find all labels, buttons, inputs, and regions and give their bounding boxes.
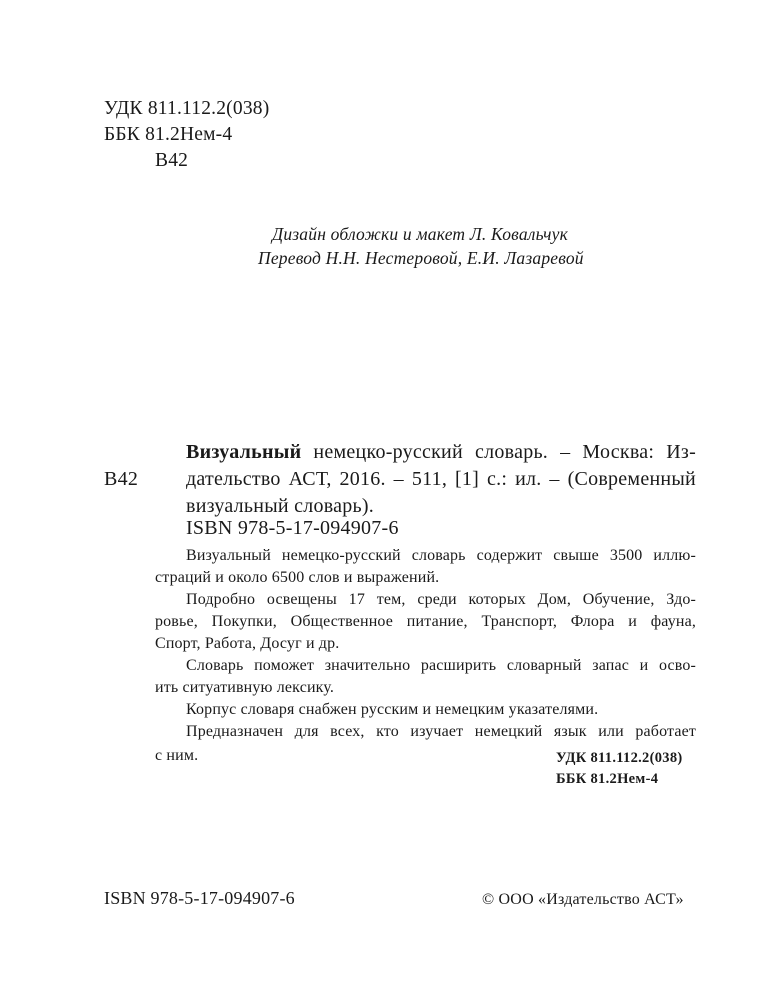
annotation-line: Словарь поможет значительно расширить словарный запас и осво-	[186, 657, 696, 674]
copyright-notice: © ООО «Издательство АСТ»	[482, 891, 684, 908]
annotation-line: страций и около 6500 слов и выражений.	[155, 569, 440, 586]
isbn-entry: ISBN 978-5-17-094907-6	[186, 517, 399, 539]
annotation-line: ровье, Покупки, Общественное питание, Транспорт, Флора и фауна,	[155, 613, 696, 630]
cover-design-credit: Дизайн обложки и макет Л. Ковальчук	[272, 224, 569, 244]
annotation-line: Спорт, Работа, Досуг и др.	[155, 635, 340, 652]
bbk-code-bottom: ББК 81.2Нем-4	[556, 771, 659, 787]
isbn-footer: ISBN 978-5-17-094907-6	[104, 888, 295, 908]
annotation-line: Предназначен для всех, кто изучает немецкий язык или работает	[186, 723, 696, 740]
translation-credit: Перевод Н.Н. Нестеровой, Е.И. Лазаревой	[258, 248, 584, 268]
bibliographic-line: дательство АСТ, 2016. – 511, [1] с.: ил. – (Современный	[186, 468, 696, 490]
udk-code: УДК 811.112.2(038)	[104, 98, 270, 119]
annotation-line: Корпус словаря снабжен русским и немецким указателями.	[186, 701, 599, 718]
author-sign: В42	[155, 150, 189, 171]
book-title: Визуальный	[186, 441, 302, 463]
annotation-line: ить ситуативную лексику.	[155, 679, 335, 696]
bbk-code: ББК 81.2Нем-4	[104, 124, 233, 145]
annotation-line: с ним.	[155, 747, 199, 764]
author-sign-side: В42	[104, 468, 139, 490]
bibliographic-line	[186, 439, 696, 466]
udk-code-bottom: УДК 811.112.2(038)	[556, 750, 683, 766]
annotation-line: Подробно освещены 17 тем, среди которых Дом, Обучение, Здо-	[186, 591, 696, 608]
bibliographic-text: немецко-русский словарь. – Москва: Из-	[301, 441, 696, 463]
bibliographic-line: визуальный словарь).	[186, 495, 375, 517]
annotation-line: Визуальный немецко-русский словарь содержит свыше 3500 иллю-	[186, 547, 696, 564]
